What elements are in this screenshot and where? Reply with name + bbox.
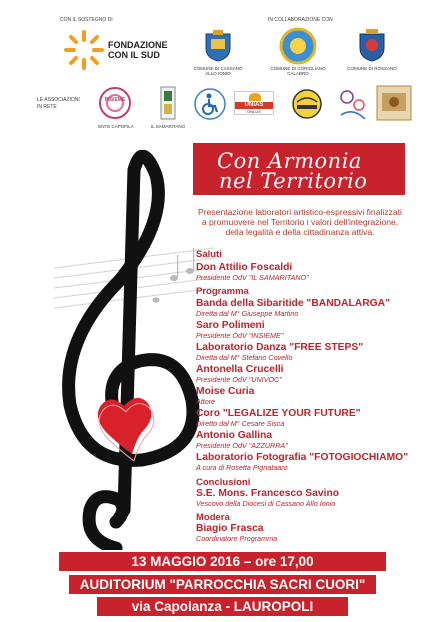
program-item-role: Attore (196, 397, 216, 406)
associations-label: LE ASSOCIAZIONI IN RETE (37, 97, 80, 110)
program-item-role: Presidente OdV "AZZURRA" (196, 441, 288, 450)
program-item-role: A cura di Rosetta Pignataaro (196, 463, 288, 472)
program-item-name: Laboratorio Fotografia "FOTOGIOCHIAMO" (196, 452, 409, 463)
rossano-crest-icon (357, 28, 387, 62)
intro-text: Presentazione laboratori artistico-espressivi finalizzati a promuovere nel Territorio i valori dell'integrazione, della legalità e della cittadinanza attiva. (198, 207, 402, 237)
samaritano-logo (151, 85, 185, 121)
ente-capofila-label: ENTE CAPOFILA (98, 124, 134, 129)
program-item-name: Moise Curia (196, 386, 255, 397)
event-title-line2: nel Territorio (219, 169, 368, 193)
speaker-name: Biagio Frasca (196, 523, 264, 534)
program-item-name: Saro Polimeni (196, 320, 265, 331)
program-item-name: Banda della Sibaritide "BANDALARGA" (196, 298, 390, 309)
program-list (196, 249, 431, 543)
program-item-name: Coro "LEGALIZE YOUR FUTURE" (196, 408, 361, 419)
program-item-name: Antonella Crucelli (196, 364, 284, 375)
section-saluti: Saluti (196, 249, 222, 260)
support-label: CON IL SOSTEGNO DI (60, 17, 113, 23)
program-item-role: Presidente OdV "INSIEME" (196, 331, 284, 340)
fondazione-sun-logo (60, 28, 108, 72)
speaker-role: Vescovo della Diocesi di Cassano Allo Ionio (196, 499, 336, 508)
event-address-bar: via Capolanza - LAUROPOLI (97, 597, 348, 616)
univoc-logo (289, 88, 325, 120)
event-title-line1: Con Armonia (217, 149, 362, 173)
section-modera: Modera (196, 512, 230, 523)
program-item-name: Antonio Gallina (196, 430, 273, 441)
comune-rossano: COMUNE DI ROSSANO (347, 66, 397, 71)
collab-label: IN COLLABORAZIONE CON (268, 17, 333, 23)
section-programma: Programma (196, 286, 249, 297)
program-item-role: Diretto dal M° Cesare Sisca (196, 419, 285, 428)
insieme-logo (98, 86, 132, 120)
azzurra-drawing-logo (335, 85, 371, 125)
program-item-role: Diretta dal M° Giuseppe Martino (196, 309, 299, 318)
speaker-name: S.E. Mons. Francesco Savino (196, 488, 340, 499)
program-item-role: Diretta dal M° Stefano Covello (196, 353, 293, 362)
program-item-name: Laboratorio Danza "FREE STEPS" (196, 342, 364, 353)
wheelchair-icon (194, 88, 226, 120)
speaker-name: Don Attilio Foscaldi (196, 262, 293, 273)
comune-cassano: COMUNE DI CASSANO ALLO IONIO (193, 66, 243, 77)
event-title (193, 143, 405, 195)
cassano-crest-icon (201, 28, 235, 62)
fondazione-name: FONDAZIONE CON IL SUD (108, 40, 168, 60)
section-conclusioni: Conclusioni (196, 477, 251, 488)
insieme-text: INSIEME (104, 97, 126, 103)
speaker-role: Presidente OdV "IL SAMARITANO" (196, 273, 309, 282)
program-item-role: Presidente OdV "UNIVOC" (196, 375, 282, 384)
unias-logo: UNIAS ONLUS (234, 91, 274, 115)
samaritano-label: IL SAMARITANO (150, 124, 186, 129)
event-date-bar: 13 MAGGIO 2016 – ore 17,00 (59, 552, 386, 571)
speaker-role: Coordinatore Programma (196, 534, 278, 543)
corigliano-crest-icon (278, 27, 318, 65)
fotogiochiamo-logo (376, 85, 412, 121)
event-venue-bar: AUDITORIUM "PARROCCHIA SACRI CUORI" (69, 575, 376, 594)
comune-corigliano: COMUNE DI CORIGLIANO CALABRO (270, 66, 326, 77)
